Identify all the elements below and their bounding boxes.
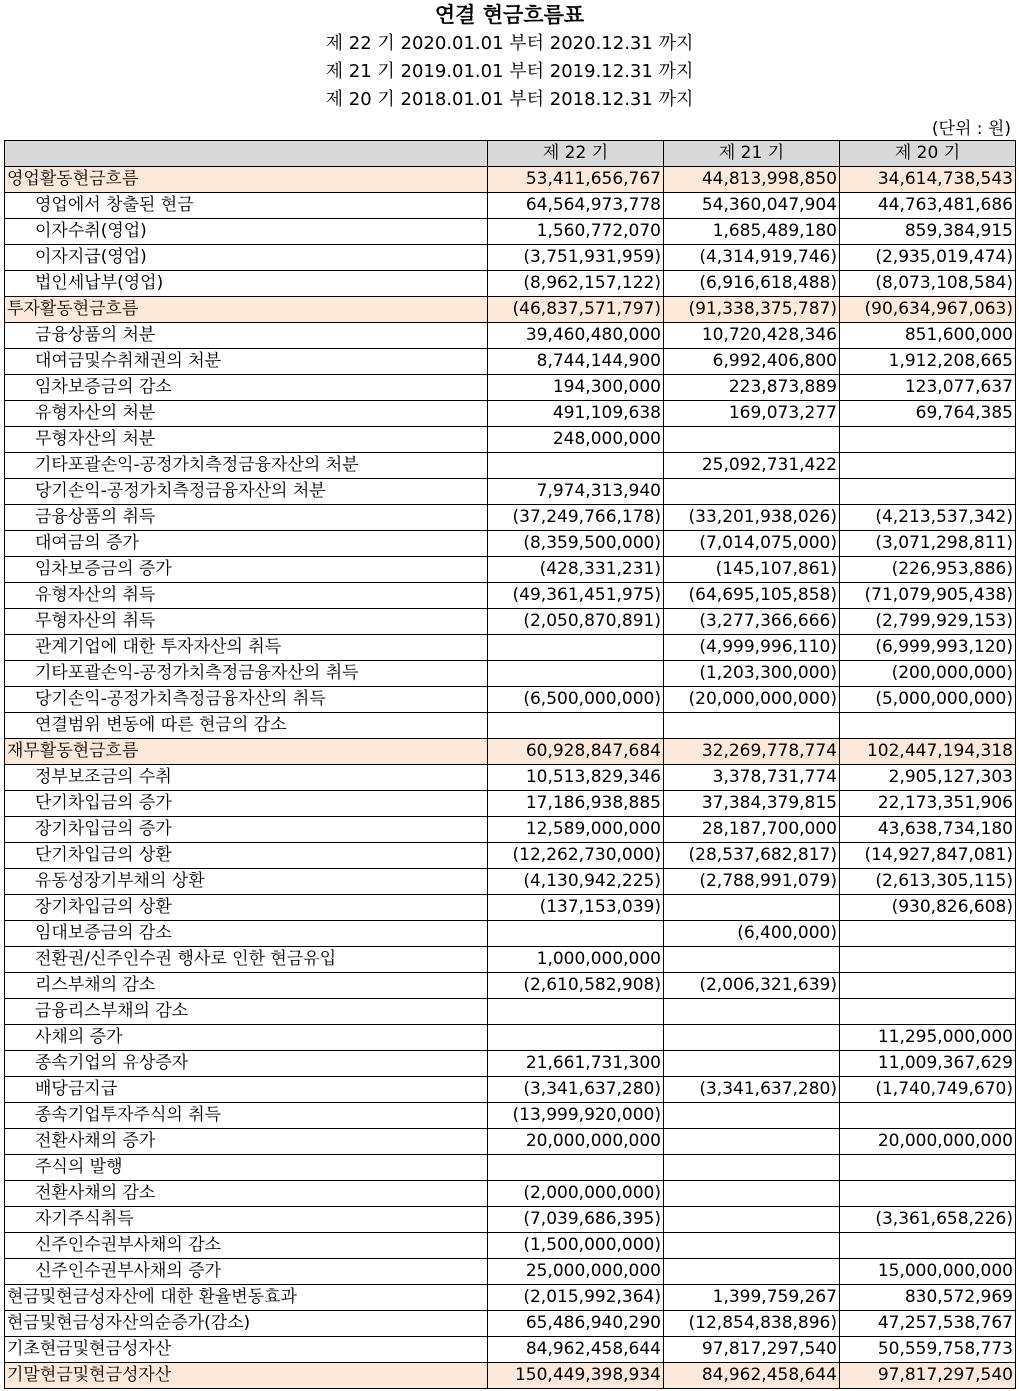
row-value: 15,000,000,000 [840,1259,1016,1285]
row-value: 11,295,000,000 [840,1025,1016,1051]
row-value: (28,537,682,817) [664,843,840,869]
table-row [5,1363,1016,1389]
row-value [664,1051,840,1077]
row-value: 859,384,915 [840,219,1016,245]
table-row [5,557,1016,583]
row-value: 44,813,998,850 [664,167,840,193]
row-value: (3,341,637,280) [488,1077,664,1103]
row-value: (2,050,870,891) [488,609,664,635]
row-value: 1,685,489,180 [664,219,840,245]
table-row [5,1207,1016,1233]
table-row [5,765,1016,791]
row-label: 유형자산의 처분 [5,401,488,427]
row-value [664,947,840,973]
row-value: (2,788,991,079) [664,869,840,895]
row-value: 12,589,000,000 [488,817,664,843]
table-row [5,349,1016,375]
row-value: 20,000,000,000 [488,1129,664,1155]
row-value: (14,927,847,081) [840,843,1016,869]
row-value [840,999,1016,1025]
row-value: 54,360,047,904 [664,193,840,219]
row-label: 사채의 증가 [5,1025,488,1051]
row-label: 금융상품의 처분 [5,323,488,349]
row-value: (6,400,000) [664,921,840,947]
row-label: 금융리스부채의 감소 [5,999,488,1025]
row-label: 기타포괄손익-공정가치측정금융자산의 취득 [5,661,488,687]
table-row [5,687,1016,713]
table-row [5,1155,1016,1181]
row-value: 1,000,000,000 [488,947,664,973]
row-value [664,1129,840,1155]
row-value [488,999,664,1025]
row-value: (64,695,105,858) [664,583,840,609]
row-value: 11,009,367,629 [840,1051,1016,1077]
row-value: 53,411,656,767 [488,167,664,193]
row-value [840,1103,1016,1129]
row-label: 임대보증금의 감소 [5,921,488,947]
row-value: (2,613,305,115) [840,869,1016,895]
row-value: 25,000,000,000 [488,1259,664,1285]
row-value: (2,610,582,908) [488,973,664,999]
row-label: 장기차입금의 상환 [5,895,488,921]
table-row [5,1181,1016,1207]
row-label: 법인세납부(영업) [5,271,488,297]
column-header-21: 제 21 기 [664,141,840,167]
row-value: (428,331,231) [488,557,664,583]
row-value: (2,000,000,000) [488,1181,664,1207]
table-row [5,1337,1016,1363]
row-value: (71,079,905,438) [840,583,1016,609]
row-value: 10,513,829,346 [488,765,664,791]
row-label: 이자수취(영업) [5,219,488,245]
row-value: 194,300,000 [488,375,664,401]
row-value [664,1181,840,1207]
row-value: 39,460,480,000 [488,323,664,349]
row-label: 전환사채의 감소 [5,1181,488,1207]
row-label: 리스부채의 감소 [5,973,488,999]
row-value: (7,039,686,395) [488,1207,664,1233]
row-value [664,1155,840,1181]
row-value: 65,486,940,290 [488,1311,664,1337]
row-value: 150,449,398,934 [488,1363,664,1389]
table-row [5,479,1016,505]
row-value: 34,614,738,543 [840,167,1016,193]
table-row [5,193,1016,219]
row-value [840,947,1016,973]
row-value: 169,073,277 [664,401,840,427]
row-value [488,661,664,687]
table-row [5,895,1016,921]
table-row [5,713,1016,739]
row-value: 123,077,637 [840,375,1016,401]
row-value: (2,935,019,474) [840,245,1016,271]
row-label: 이자지급(영업) [5,245,488,271]
table-row [5,505,1016,531]
row-value: (91,338,375,787) [664,297,840,323]
row-value: 223,873,889 [664,375,840,401]
row-label: 투자활동현금흐름 [5,297,488,323]
table-row [5,323,1016,349]
row-label: 종속기업의 유상증자 [5,1051,488,1077]
column-header-20: 제 20 기 [840,141,1016,167]
row-value [664,713,840,739]
table-row [5,843,1016,869]
row-value: 8,744,144,900 [488,349,664,375]
row-value: 17,186,938,885 [488,791,664,817]
row-label: 당기손익-공정가치측정금융자산의 처분 [5,479,488,505]
row-value: (4,213,537,342) [840,505,1016,531]
table-row [5,401,1016,427]
table-row [5,921,1016,947]
table-row [5,453,1016,479]
row-label: 단기차입금의 증가 [5,791,488,817]
table-row [5,609,1016,635]
unit-label: (단위 : 원) [931,119,1011,139]
row-label: 현금및현금성자산에 대한 환율변동효과 [5,1285,488,1311]
cash-flow-table [4,140,1016,1389]
row-value: (12,854,838,896) [664,1311,840,1337]
row-value [664,1207,840,1233]
row-value [664,999,840,1025]
row-value [840,1155,1016,1181]
row-value: (1,500,000,000) [488,1233,664,1259]
row-value [840,427,1016,453]
row-label: 임차보증금의 증가 [5,557,488,583]
table-row [5,1285,1016,1311]
period-line-22: 제 22 기 2020.01.01 부터 2020.12.31 까지 [325,33,694,54]
row-value: (1,203,300,000) [664,661,840,687]
row-label: 장기차입금의 증가 [5,817,488,843]
row-value: 97,817,297,540 [664,1337,840,1363]
row-value: 60,928,847,684 [488,739,664,765]
row-value: 43,638,734,180 [840,817,1016,843]
row-value [840,1181,1016,1207]
row-value: (8,073,108,584) [840,271,1016,297]
period-line-20: 제 20 기 2018.01.01 부터 2018.12.31 까지 [325,89,694,110]
row-value: 84,962,458,644 [664,1363,840,1389]
row-value: 830,572,969 [840,1285,1016,1311]
row-label: 자기주식취득 [5,1207,488,1233]
row-label: 영업활동현금흐름 [5,167,488,193]
row-value: (4,999,996,110) [664,635,840,661]
row-value: 84,962,458,644 [488,1337,664,1363]
row-label: 영업에서 창출된 현금 [5,193,488,219]
row-value [840,479,1016,505]
row-label: 대여금및수취채권의 처분 [5,349,488,375]
row-value: (8,359,500,000) [488,531,664,557]
row-value: 50,559,758,773 [840,1337,1016,1363]
row-label: 현금및현금성자산의순증가(감소) [5,1311,488,1337]
row-value: (4,130,942,225) [488,869,664,895]
table-row [5,583,1016,609]
row-value: (4,314,919,746) [664,245,840,271]
row-value: 44,763,481,686 [840,193,1016,219]
table-row [5,219,1016,245]
row-label: 기초현금및현금성자산 [5,1337,488,1363]
table-row [5,869,1016,895]
row-value: (2,006,321,639) [664,973,840,999]
row-value: 25,092,731,422 [664,453,840,479]
table-row [5,245,1016,271]
row-value [488,921,664,947]
row-value: (200,000,000) [840,661,1016,687]
row-value: (1,740,749,670) [840,1077,1016,1103]
table-row [5,1103,1016,1129]
row-value: (226,953,886) [840,557,1016,583]
row-value [840,973,1016,999]
row-value: (930,826,608) [840,895,1016,921]
row-value [488,635,664,661]
row-label: 무형자산의 취득 [5,609,488,635]
row-value: (137,153,039) [488,895,664,921]
row-label: 당기손익-공정가치측정금융자산의 취득 [5,687,488,713]
row-label: 신주인수권부사채의 감소 [5,1233,488,1259]
row-value [664,479,840,505]
row-value: 37,384,379,815 [664,791,840,817]
row-value: 20,000,000,000 [840,1129,1016,1155]
column-header-22: 제 22 기 [488,141,664,167]
row-value: 21,661,731,300 [488,1051,664,1077]
table-row [5,739,1016,765]
row-value: 3,378,731,774 [664,765,840,791]
table-row [5,1025,1016,1051]
table-row [5,661,1016,687]
table-row [5,1259,1016,1285]
row-value [488,1025,664,1051]
row-label: 대여금의 증가 [5,531,488,557]
table-row [5,973,1016,999]
row-value: 491,109,638 [488,401,664,427]
row-label: 유형자산의 취득 [5,583,488,609]
row-label: 신주인수권부사채의 증가 [5,1259,488,1285]
row-value: (13,999,920,000) [488,1103,664,1129]
row-value [840,1233,1016,1259]
row-label: 무형자산의 처분 [5,427,488,453]
row-label: 종속기업투자주식의 취득 [5,1103,488,1129]
row-value [664,427,840,453]
row-value [488,453,664,479]
row-value: (145,107,861) [664,557,840,583]
table-header-row [5,141,1016,167]
row-label: 유동성장기부채의 상환 [5,869,488,895]
row-value: (49,361,451,975) [488,583,664,609]
table-row [5,427,1016,453]
row-value: 10,720,428,346 [664,323,840,349]
row-value: (33,201,938,026) [664,505,840,531]
row-label: 금융상품의 취득 [5,505,488,531]
row-value: 1,912,208,665 [840,349,1016,375]
row-value: (20,000,000,000) [664,687,840,713]
row-value: (7,014,075,000) [664,531,840,557]
row-value: (37,249,766,178) [488,505,664,531]
row-value: (3,751,931,959) [488,245,664,271]
row-value: 7,974,313,940 [488,479,664,505]
statement-header [0,0,1019,114]
row-value: (6,999,993,120) [840,635,1016,661]
table-row [5,375,1016,401]
row-label: 정부보조금의 수취 [5,765,488,791]
row-label: 전환사채의 증가 [5,1129,488,1155]
row-value: 97,817,297,540 [840,1363,1016,1389]
row-value: (6,500,000,000) [488,687,664,713]
row-value: (2,799,929,153) [840,609,1016,635]
table-row [5,947,1016,973]
row-label: 배당금지급 [5,1077,488,1103]
row-value [664,1259,840,1285]
table-row [5,817,1016,843]
table-row [5,531,1016,557]
row-value: 102,447,194,318 [840,739,1016,765]
row-value [664,1233,840,1259]
row-value: 32,269,778,774 [664,739,840,765]
table-row [5,1077,1016,1103]
row-value: 248,000,000 [488,427,664,453]
row-value: 22,173,351,906 [840,791,1016,817]
table-row [5,271,1016,297]
table-row [5,297,1016,323]
row-value: (5,000,000,000) [840,687,1016,713]
table-row [5,635,1016,661]
row-value [664,895,840,921]
row-value [488,1155,664,1181]
row-value: 64,564,973,778 [488,193,664,219]
statement-title: 연결 현금흐름표 [434,3,585,27]
row-value: 2,905,127,303 [840,765,1016,791]
row-value: (2,015,992,364) [488,1285,664,1311]
row-label: 임차보증금의 감소 [5,375,488,401]
row-label: 연결범위 변동에 따른 현금의 감소 [5,713,488,739]
row-value: (3,341,637,280) [664,1077,840,1103]
header-blank-cell [5,141,488,167]
row-value: (6,916,618,488) [664,271,840,297]
row-value: (46,837,571,797) [488,297,664,323]
row-value [664,1103,840,1129]
table-row [5,1129,1016,1155]
row-value [840,921,1016,947]
row-label: 재무활동현금흐름 [5,739,488,765]
row-value: (90,634,967,063) [840,297,1016,323]
row-value: 47,257,538,767 [840,1311,1016,1337]
row-value: 69,764,385 [840,401,1016,427]
table-row [5,791,1016,817]
table-row [5,1051,1016,1077]
row-value: (3,277,366,666) [664,609,840,635]
row-label: 관계기업에 대한 투자자산의 취득 [5,635,488,661]
row-label: 전환권/신주인수권 행사로 인한 현금유입 [5,947,488,973]
row-label: 기말현금및현금성자산 [5,1363,488,1389]
row-value [664,1025,840,1051]
row-label: 기타포괄손익-공정가치측정금융자산의 처분 [5,453,488,479]
row-value: 851,600,000 [840,323,1016,349]
row-value [840,453,1016,479]
table-row [5,999,1016,1025]
row-value [840,713,1016,739]
row-value: 1,560,772,070 [488,219,664,245]
row-value: (8,962,157,122) [488,271,664,297]
row-label: 주식의 발행 [5,1155,488,1181]
row-value: (12,262,730,000) [488,843,664,869]
row-value: (3,361,658,226) [840,1207,1016,1233]
row-value: (3,071,298,811) [840,531,1016,557]
table-row [5,1311,1016,1337]
table-row [5,167,1016,193]
row-value: 1,399,759,267 [664,1285,840,1311]
table-row [5,1233,1016,1259]
row-value: 6,992,406,800 [664,349,840,375]
row-value: 28,187,700,000 [664,817,840,843]
row-value [488,713,664,739]
period-line-21: 제 21 기 2019.01.01 부터 2019.12.31 까지 [325,61,694,82]
row-label: 단기차입금의 상환 [5,843,488,869]
